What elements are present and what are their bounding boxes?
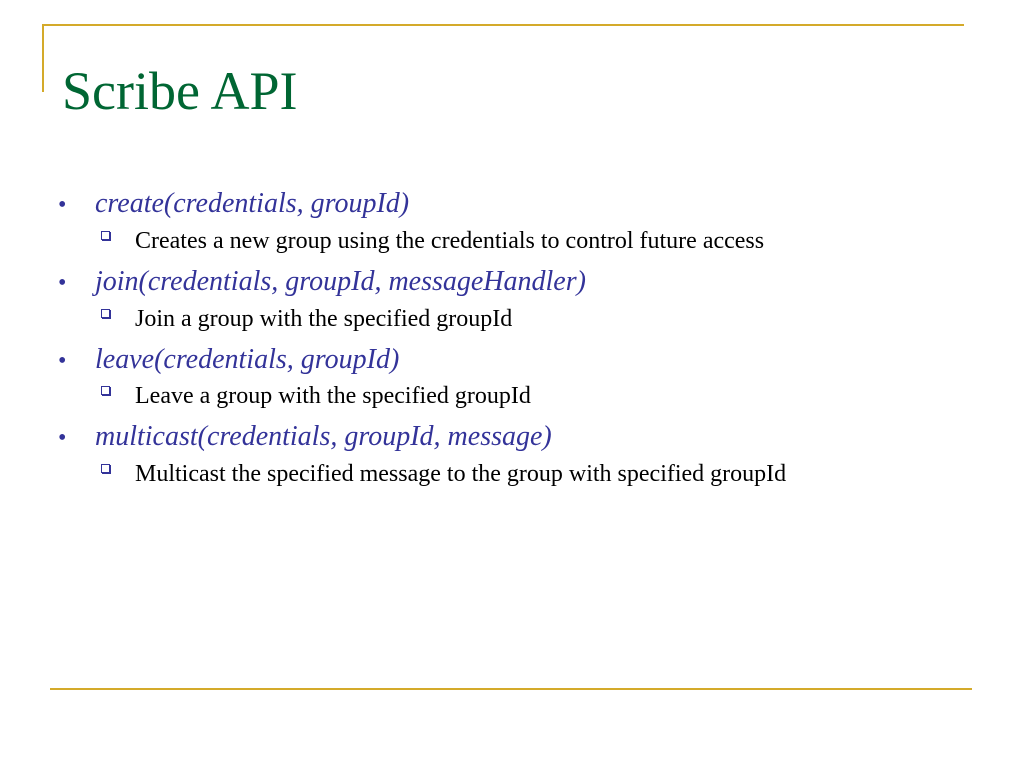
api-method-description-item [58, 224, 968, 258]
bottom-accent-line [50, 688, 972, 690]
api-method-signature: create(credentials, groupId) [95, 188, 410, 219]
api-method-description: Creates a new group using the credentials to control future access [135, 227, 765, 254]
hollow-square-bullet-icon [98, 379, 135, 403]
api-method-description: Leave a group with the specified groupId [135, 383, 531, 410]
bullet-dot-icon: • [58, 192, 67, 218]
bullet-dot-icon: • [58, 269, 67, 296]
api-method-description-item [58, 302, 968, 336]
api-method-description: Multicast the specified message to the group with specified groupId [135, 461, 787, 488]
bullet-list [58, 184, 968, 495]
hollow-square-bullet-icon [98, 224, 135, 248]
api-method-description-item [58, 379, 968, 413]
api-method-description: Join a group with the specified groupId [135, 305, 513, 332]
hollow-square-bullet-icon [98, 457, 135, 481]
api-method-signature: join(credentials, groupId, messageHandler) [95, 265, 586, 297]
api-method-item [58, 262, 968, 302]
api-method-description-item [58, 457, 968, 491]
slide-title: Scribe API [62, 61, 298, 121]
api-method-signature: multicast(credentials, groupId, message) [95, 421, 552, 453]
api-method-item [58, 340, 968, 380]
bullet-dot-icon: • [58, 347, 67, 374]
top-accent-line [42, 24, 964, 26]
api-method-item [58, 184, 968, 224]
api-method-signature: leave(credentials, groupId) [95, 343, 400, 375]
hollow-square-bullet-icon [98, 302, 135, 326]
left-accent-line [42, 24, 44, 92]
api-method-item [58, 417, 968, 457]
bullet-dot-icon: • [58, 425, 67, 452]
